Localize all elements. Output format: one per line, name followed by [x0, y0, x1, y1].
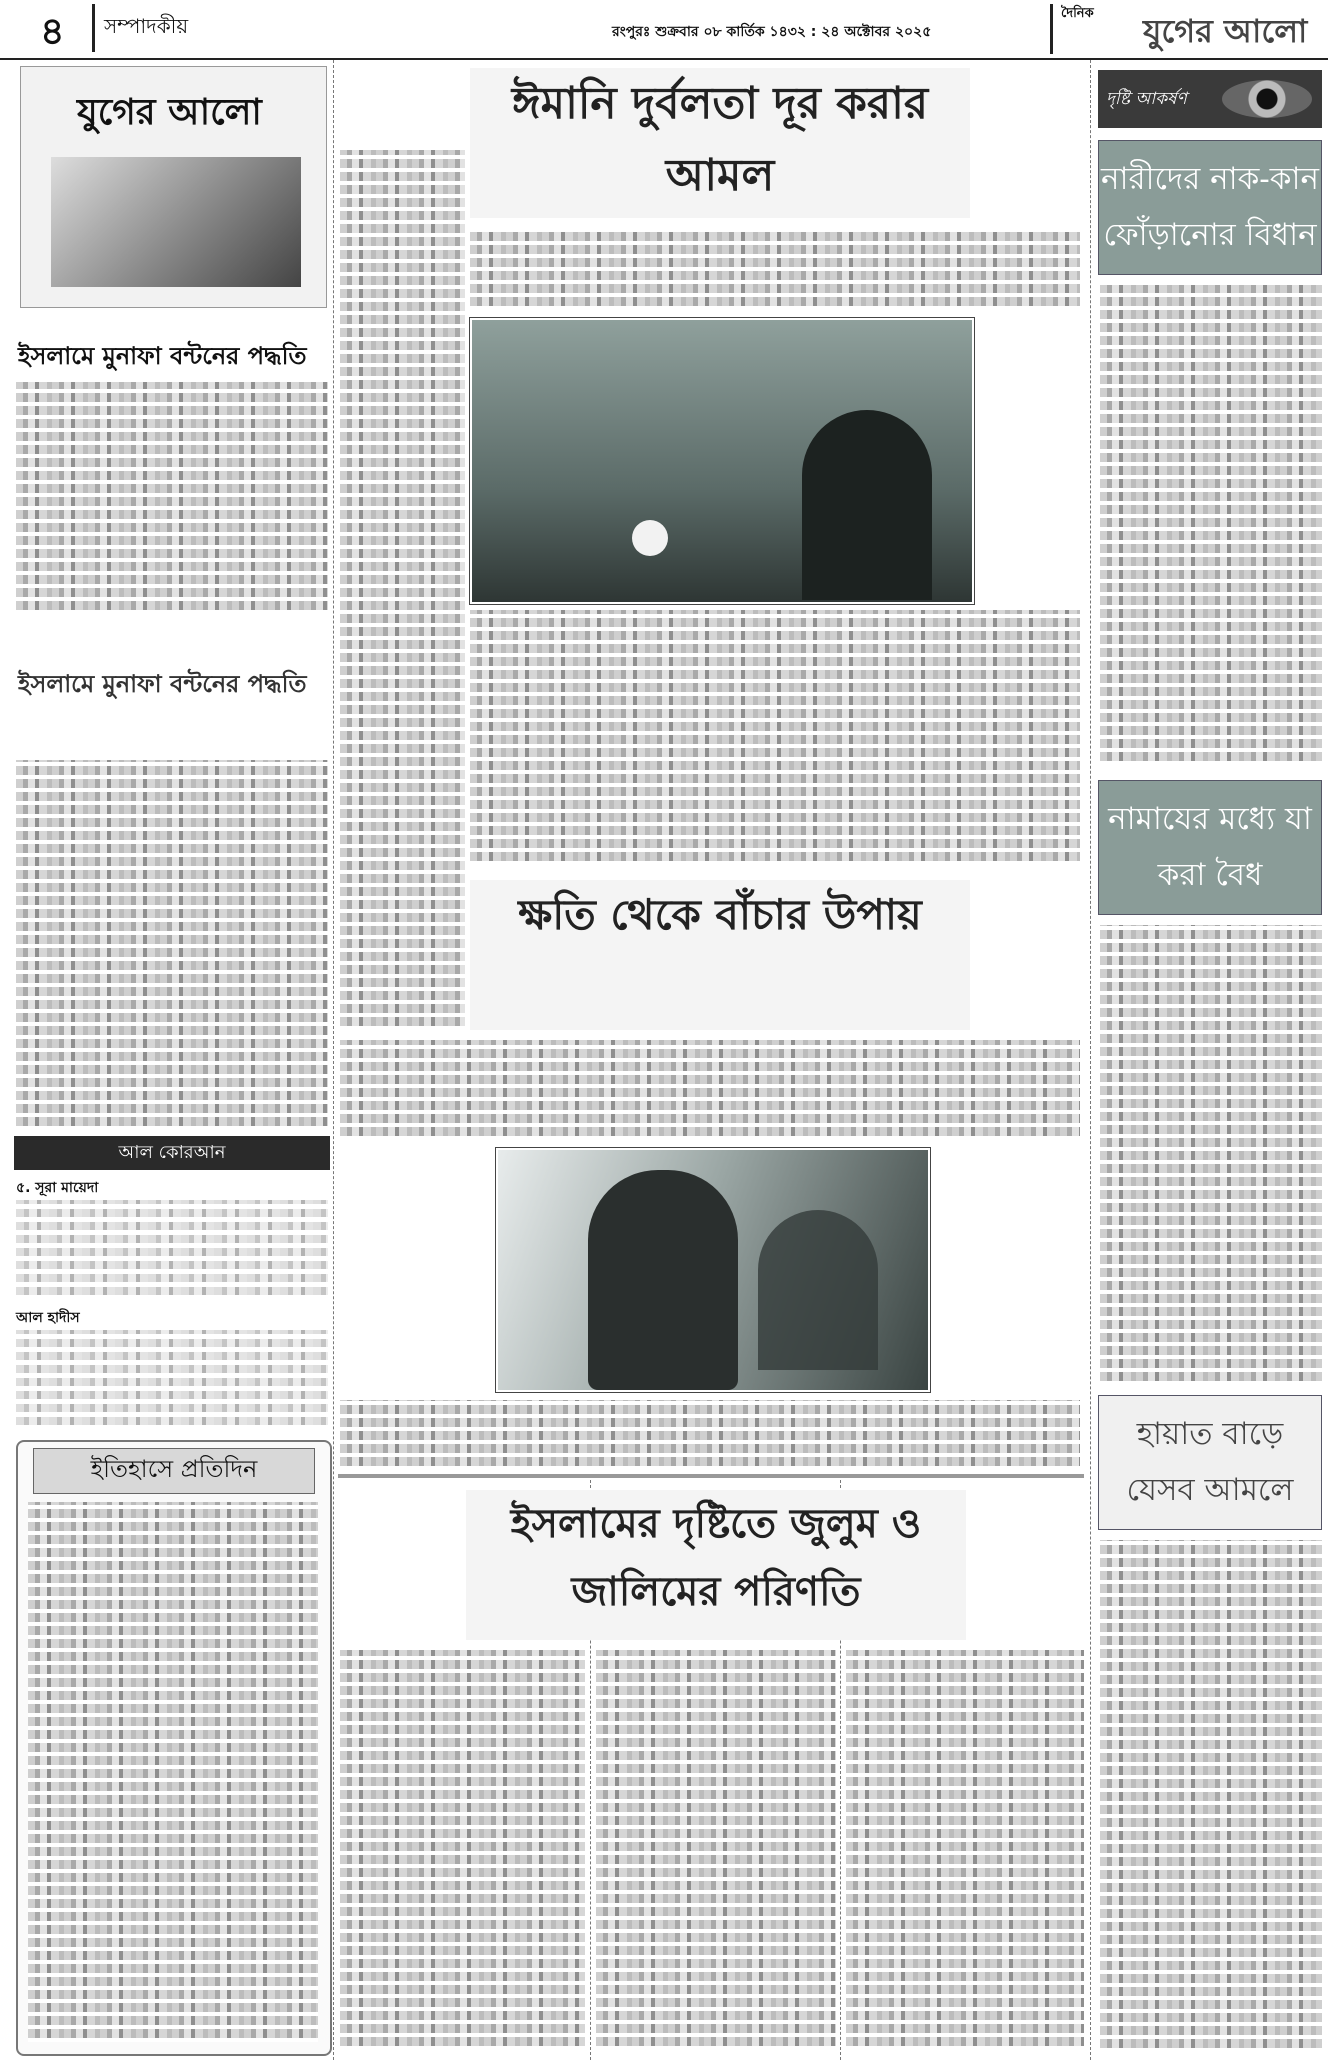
hadith-label: আল হাদীস — [16, 1310, 80, 1326]
history-text — [28, 1502, 318, 2042]
shadow-shape — [758, 1210, 878, 1370]
quran-label: আল কোরআন — [118, 1142, 226, 1163]
quran-sura: ৫. সূরা মায়েদা — [16, 1180, 99, 1196]
sun-shape — [632, 520, 668, 556]
masthead — [0, 0, 1328, 60]
right-article-2 — [1100, 925, 1322, 1385]
quran-text — [16, 1200, 328, 1300]
left-article-1 — [16, 382, 328, 614]
left-headline-2: ইসলামে মুনাফা বন্টনের পদ্ধতি — [18, 669, 307, 698]
section-label: সম্পাদকীয় — [104, 14, 189, 38]
editorial-logo-box — [20, 66, 327, 308]
center-article-2 — [340, 1040, 1080, 1140]
dome-shape — [802, 410, 932, 600]
pen-illustration — [51, 157, 301, 287]
left-article-2 — [16, 760, 328, 1130]
center-headline-3: ইসলামের দৃষ্টিতে জুলুম ও জালিমের পরিণতি — [466, 1490, 966, 1640]
quran-banner — [14, 1136, 330, 1170]
sunset-mosque-photo — [470, 318, 974, 604]
right-article-1 — [1100, 285, 1322, 765]
paper-name: যুগের আলো — [1143, 12, 1308, 50]
right-headline-1: নারীদের নাক-কান ফোঁড়ানোর বিধান — [1098, 140, 1322, 275]
paper-prefix: দৈনিক — [1061, 6, 1094, 21]
center-article-3 — [340, 1400, 1080, 1470]
center-headline-1: ঈমানি দুর্বলতা দূর করার আমল — [470, 68, 970, 218]
right-article-3 — [1100, 1540, 1322, 2052]
hadith-text — [16, 1330, 328, 1430]
right-headline-2: নামাযের মধ্যে যা করা বৈধ — [1098, 780, 1322, 915]
page-number: ৪ — [40, 8, 65, 53]
center-headline-2: ক্ষতি থেকে বাঁচার উপায় — [470, 880, 970, 1030]
center-article-4a — [340, 1650, 585, 2050]
attention-banner — [1098, 70, 1322, 128]
history-label: ইতিহাসে প্রতিদিন — [33, 1448, 315, 1494]
right-headline-3: হায়াত বাড়ে যেসব আমলে — [1098, 1395, 1322, 1530]
distressed-man-photo — [496, 1148, 930, 1392]
figure-shape — [588, 1170, 738, 1390]
left-logo-name: যুগের আলো — [77, 91, 262, 133]
center-col-a — [340, 150, 465, 1030]
masthead-logo — [1050, 4, 1328, 54]
date-line: রংপুরঃ শুক্রবার ০৮ কার্তিক ১৪৩২ : ২৪ অক্টোবর ২০২৫ — [612, 24, 932, 40]
history-box — [16, 1440, 332, 2056]
center-article-4b — [596, 1650, 836, 2050]
eye-icon — [1222, 80, 1312, 118]
attention-label: দৃষ্টি আকর্ষণ — [1106, 89, 1187, 109]
left-headline-1: ইসলামে মুনাফা বন্টনের পদ্ধতি — [18, 341, 307, 370]
center-col-b — [470, 230, 1080, 310]
center-article-4c — [846, 1650, 1084, 2050]
center-article-1 — [470, 610, 1080, 865]
